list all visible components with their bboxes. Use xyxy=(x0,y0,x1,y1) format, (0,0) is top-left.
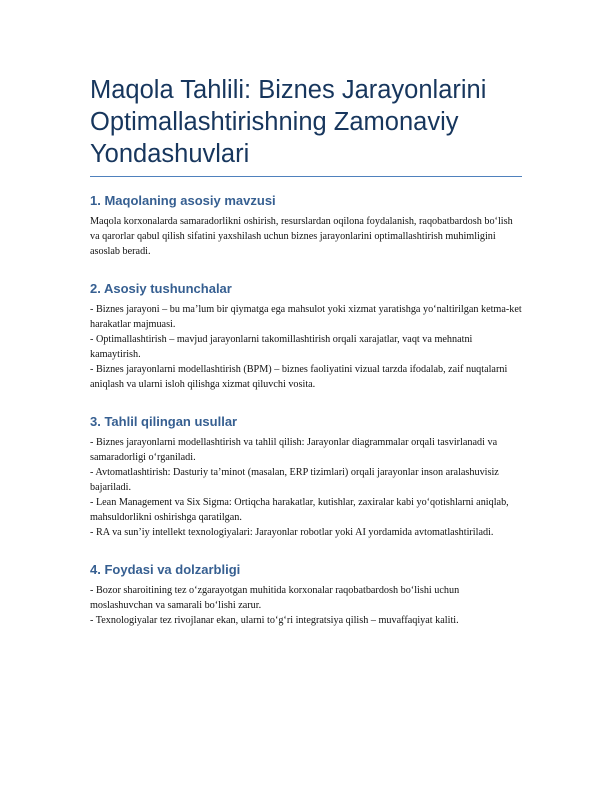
section-heading: 4. Foydasi va dolzarbligi xyxy=(90,562,241,577)
body-line: - Avtomatlashtirish: Dasturiy ta’minot (masalan, ERP tizimlari) orqali jarayonlar inson aralashuvisiz bajariladi. xyxy=(90,467,499,493)
document-title: Maqola Tahlili: Biznes Jarayonlarini Optimallashtirishning Zamonaviy Yondashuvlari xyxy=(90,76,487,168)
section-heading: 2. Asosiy tushunchalar xyxy=(90,281,232,296)
body-line: - Texnologiyalar tez rivojlanar ekan, ularni to‘g‘ri integratsiya qilish – muvaffaqiyat kaliti. xyxy=(90,615,459,626)
body-line: - Lean Management va Six Sigma: Ortiqcha harakatlar, kutishlar, zaxiralar kabi yo‘qotishlarni aniqlab, mahsuldorlikni oshirishga qaratilgan. xyxy=(90,497,509,523)
body-line: - Biznes jarayoni – bu ma’lum bir qiymatga ega mahsulot yoki xizmat yaratishga yo‘naltirilgan ketma-ket harakatlar majmuasi. xyxy=(90,304,522,330)
section-main-topic xyxy=(90,193,522,259)
title-divider xyxy=(90,176,522,177)
body-line: - RA va sun’iy intellekt texnologiyalari: Jarayonlar robotlar yoki AI yordamida avtomatlashtiriladi. xyxy=(90,527,494,538)
section-body xyxy=(90,214,522,259)
section-body xyxy=(90,435,522,540)
body-line: - Biznes jarayonlarni modellashtirish (BPM) – biznes faoliyatini vizual tarzda ifodalab, zaif nuqtalarni aniqlash va ularni isloh qilishga xizmat qiluvchi vosita. xyxy=(90,364,508,390)
body-line: - Bozor sharoitining tez o‘zgarayotgan muhitida korxonalar raqobatbardosh bo‘lishi uchun moslashuvchan va samarali bo‘lishi zarur. xyxy=(90,585,460,611)
section-key-concepts xyxy=(90,281,522,392)
body-line: Maqola korxonalarda samaradorlikni oshirish, resurslardan oqilona foydalanish, raqobatbardosh bo‘lish va qarorlar qabul qilish sifatini yaxshilash uchun biznes jarayonlarini optimallashtirish muhimligini asoslab beradi. xyxy=(90,216,513,257)
section-methods xyxy=(90,414,522,540)
body-line: - Optimallashtirish – mavjud jarayonlarni takomillashtirish orqali xarajatlar, vaqt va mehnatni kamaytirish. xyxy=(90,334,473,360)
section-heading: 3. Tahlil qilingan usullar xyxy=(90,414,238,429)
section-heading: 1. Maqolaning asosiy mavzusi xyxy=(90,193,276,208)
body-line: - Biznes jarayonlarni modellashtirish va tahlil qilish: Jarayonlar diagrammalar orqali tasvirlanadi va samaradorligi o‘rganiladi. xyxy=(90,437,498,463)
section-benefits xyxy=(90,562,522,628)
section-body xyxy=(90,302,522,392)
section-body xyxy=(90,583,522,628)
